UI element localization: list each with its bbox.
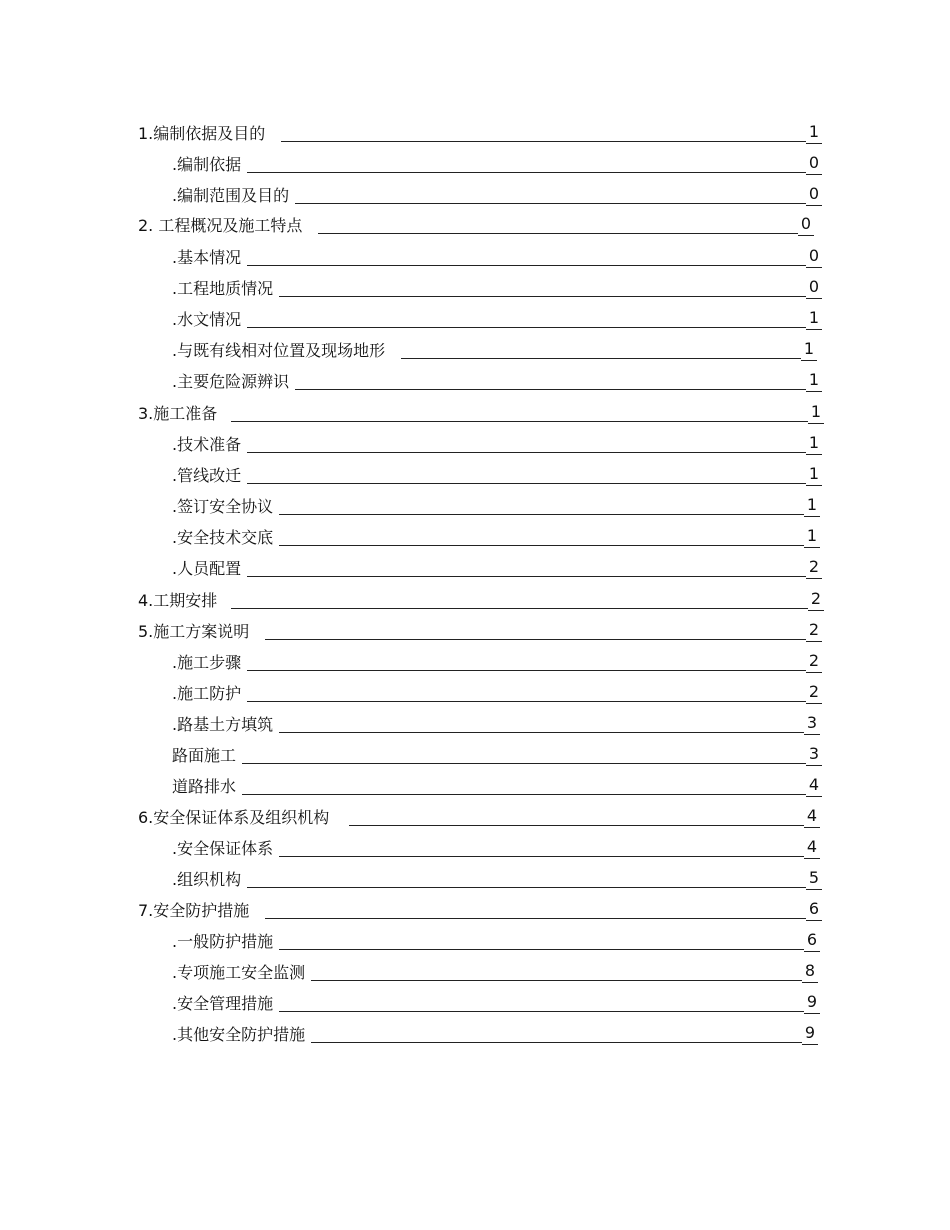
toc-entry[interactable] (172, 744, 822, 766)
toc-entry[interactable] (172, 930, 820, 952)
toc-leader-line (247, 701, 806, 702)
toc-entry-page: 4 (804, 806, 820, 828)
toc-entry[interactable] (172, 495, 820, 517)
toc-entry[interactable] (172, 557, 822, 579)
toc-entry-page: 2 (806, 620, 822, 642)
toc-entry-page: 0 (806, 153, 822, 175)
toc-entry-label: .签订安全协议 (172, 497, 274, 516)
toc-leader-line (281, 141, 806, 142)
toc-entry-label: .施工防护 (172, 684, 242, 703)
toc-leader-line (265, 918, 806, 919)
toc-entry-page: 0 (806, 246, 822, 268)
toc-leader-line (279, 1011, 804, 1012)
toc-leader-line (311, 1042, 802, 1043)
toc-entry-label: .技术准备 (172, 435, 242, 454)
toc-leader-line (279, 856, 804, 857)
toc-leader-line (247, 265, 806, 266)
toc-leader-line (247, 327, 806, 328)
toc-entry-label: .安全技术交底 (172, 528, 274, 547)
toc-entry-page: 4 (806, 775, 822, 797)
toc-entry[interactable] (172, 961, 818, 983)
toc-entry-page: 1 (808, 402, 824, 424)
toc-leader-line (242, 763, 806, 764)
toc-entry[interactable] (172, 651, 822, 673)
toc-entry[interactable] (138, 589, 824, 611)
toc-entry[interactable] (172, 339, 817, 361)
toc-entry-label: .施工步骤 (172, 653, 242, 672)
toc-entry-page: 1 (806, 464, 822, 486)
toc-entry[interactable] (172, 992, 820, 1014)
toc-entry-page: 2 (806, 651, 822, 673)
toc-entry-label: 2. 工程概况及施工特点 (138, 216, 303, 235)
toc-leader-line (247, 670, 806, 671)
toc-entry[interactable] (172, 837, 820, 859)
toc-entry[interactable] (172, 526, 820, 548)
toc-leader-line (349, 825, 804, 826)
toc-entry-label: .组织机构 (172, 870, 242, 889)
toc-entry-page: 0 (806, 184, 822, 206)
toc-entry[interactable] (172, 277, 822, 299)
toc-leader-line (295, 389, 806, 390)
toc-entry-page: 9 (804, 992, 820, 1014)
toc-leader-line (279, 732, 804, 733)
toc-entry[interactable] (172, 682, 822, 704)
toc-entry-page: 1 (806, 370, 822, 392)
toc-entry-label: 3.施工准备 (138, 404, 218, 423)
toc-leader-line (265, 639, 806, 640)
toc-leader-line (318, 233, 798, 234)
toc-entry-page: 0 (806, 277, 822, 299)
toc-entry-label: .安全管理措施 (172, 994, 274, 1013)
toc-entry-label: .专项施工安全监测 (172, 963, 306, 982)
toc-entry-page: 9 (802, 1023, 818, 1045)
toc-entry-label: .人员配置 (172, 559, 242, 578)
toc-entry[interactable] (138, 899, 822, 921)
toc-entry[interactable] (172, 153, 822, 175)
toc-entry[interactable] (172, 775, 822, 797)
toc-leader-line (279, 949, 804, 950)
toc-leader-line (401, 358, 801, 359)
toc-entry-label: 6.安全保证体系及组织机构 (138, 808, 330, 827)
toc-entry-label: .路基土方填筑 (172, 715, 274, 734)
toc-entry-page: 2 (806, 682, 822, 704)
toc-leader-line (231, 421, 808, 422)
toc-entry-label: 1.编制依据及目的 (138, 124, 266, 143)
toc-entry[interactable] (172, 433, 822, 455)
toc-entry-label: 4.工期安排 (138, 591, 218, 610)
toc-entry-label: 5.施工方案说明 (138, 622, 250, 641)
toc-entry-page: 3 (804, 713, 820, 735)
toc-entry[interactable] (172, 308, 822, 330)
toc-entry[interactable] (138, 122, 822, 144)
toc-leader-line (247, 172, 806, 173)
toc-entry-page: 5 (806, 868, 822, 890)
toc-entry-page: 1 (806, 433, 822, 455)
toc-entry-label: .安全保证体系 (172, 839, 274, 858)
toc-leader-line (279, 514, 804, 515)
toc-entry-page: 1 (801, 339, 817, 361)
toc-leader-line (279, 296, 806, 297)
toc-entry-label: 路面施工 (172, 746, 237, 765)
toc-entry[interactable] (172, 184, 822, 206)
toc-entry-page: 2 (806, 557, 822, 579)
toc-entry[interactable] (138, 214, 814, 236)
toc-entry-label: .与既有线相对位置及现场地形 (172, 341, 386, 360)
toc-leader-line (242, 794, 806, 795)
toc-entry-page: 6 (804, 930, 820, 952)
toc-leader-line (247, 576, 806, 577)
toc-entry-label: .一般防护措施 (172, 932, 274, 951)
toc-entry[interactable] (138, 402, 824, 424)
toc-entry-label: .主要危险源辨识 (172, 372, 290, 391)
toc-entry[interactable] (172, 868, 822, 890)
toc-entry-label: .基本情况 (172, 248, 242, 267)
toc-leader-line (247, 452, 806, 453)
toc-entry-page: 3 (806, 744, 822, 766)
toc-entry-label: .其他安全防护措施 (172, 1025, 306, 1044)
toc-entry[interactable] (138, 806, 820, 828)
toc-leader-line (311, 980, 802, 981)
toc-entry-label: .编制依据 (172, 155, 242, 174)
toc-entry[interactable] (172, 370, 822, 392)
toc-entry-page: 1 (804, 495, 820, 517)
toc-entry-page: 4 (804, 837, 820, 859)
toc-entry-label: .工程地质情况 (172, 279, 274, 298)
toc-leader-line (247, 483, 806, 484)
toc-entry-page: 1 (806, 122, 822, 144)
toc-entry-page: 6 (806, 899, 822, 921)
toc-entry-label: 道路排水 (172, 777, 237, 796)
toc-entry-page: 0 (798, 214, 814, 236)
toc-entry[interactable] (172, 464, 822, 486)
toc-entry-label: .水文情况 (172, 310, 242, 329)
toc-entry-page: 8 (802, 961, 818, 983)
toc-entry-page: 1 (806, 308, 822, 330)
toc-entry[interactable] (172, 713, 820, 735)
toc-entry[interactable] (172, 246, 822, 268)
toc-entry-label: .编制范围及目的 (172, 186, 290, 205)
toc-entry[interactable] (138, 620, 822, 642)
toc-leader-line (295, 203, 806, 204)
toc-leader-line (247, 887, 806, 888)
toc-entry-label: .管线改迁 (172, 466, 242, 485)
toc-entry-page: 2 (808, 589, 824, 611)
toc-entry[interactable] (172, 1023, 818, 1045)
toc-entry-label: 7.安全防护措施 (138, 901, 250, 920)
toc-entry-page: 1 (804, 526, 820, 548)
toc-leader-line (231, 608, 808, 609)
toc-leader-line (279, 545, 804, 546)
